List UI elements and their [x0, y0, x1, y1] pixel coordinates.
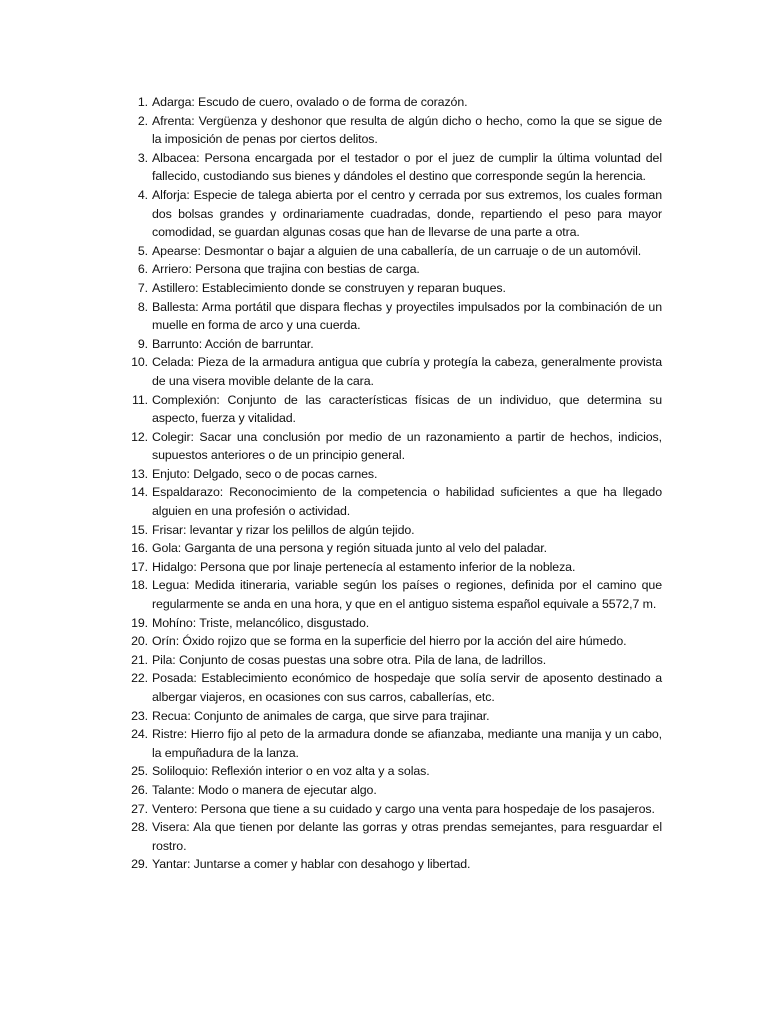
entry-number: 4. — [137, 187, 148, 202]
glossary-entry — [124, 149, 662, 186]
entry-number: 26. — [131, 782, 148, 797]
entry-number: 20. — [131, 634, 148, 649]
glossary-entry — [124, 335, 662, 354]
glossary-entry — [124, 186, 662, 242]
glossary-entry — [124, 614, 662, 633]
entry-text: Frisar: levantar y rizar los pelillos de algún tejido. — [152, 522, 415, 537]
entry-text: Celada: Pieza de la armadura antigua que cubría y protegía la cabeza, generalmente provista de una visera movible delante de la cara. — [152, 355, 662, 388]
entry-text: Pila: Conjunto de cosas puestas una sobre otra. Pila de lana, de ladrillos. — [152, 652, 547, 667]
entry-number: 9. — [137, 336, 148, 351]
entry-text: Recua: Conjunto de animales de carga, que sirve para trajinar. — [152, 708, 490, 723]
entry-number: 11. — [131, 392, 148, 407]
glossary-entry — [124, 576, 662, 613]
entry-number: 3. — [137, 150, 148, 165]
glossary-entry — [124, 112, 662, 149]
entry-number: 25. — [131, 764, 148, 779]
entry-text: Ballesta: Arma portátil que dispara flechas y proyectiles impulsados por la combinación de un muelle en forma de arco y una cuerda. — [152, 299, 662, 333]
entry-text: Gola: Garganta de una persona y región situada junto al velo del paladar. — [152, 541, 547, 556]
entry-number: 15. — [131, 522, 148, 537]
entry-number: 10. — [131, 355, 148, 370]
entry-text: Arriero: Persona que trajina con bestias de carga. — [152, 262, 420, 277]
entry-number: 17. — [131, 559, 148, 574]
glossary-entry — [124, 762, 662, 781]
entry-number: 28. — [131, 820, 148, 835]
entry-number: 6. — [137, 262, 148, 277]
entry-number: 5. — [137, 243, 148, 258]
entry-number: 14. — [131, 485, 148, 500]
entry-number: 24. — [131, 727, 148, 742]
entry-text: Barrunto: Acción de barruntar. — [152, 336, 314, 351]
entry-text: Mohíno: Triste, melancólico, disgustado. — [152, 615, 370, 630]
glossary-entry — [124, 539, 662, 558]
entry-number: 27. — [131, 801, 148, 816]
entry-text: Alforja: Especie de talega abierta por el centro y cerrada por sus extremos, los cuales forman dos bolsas grandes y ordinariamente cuadradas, donde, repartiendo el peso para mayor comodidad, se guardan algunas cosas que han de llevarse de una parte a otra. — [152, 187, 662, 240]
glossary-entry — [124, 279, 662, 298]
entry-number: 12. — [131, 429, 148, 444]
entry-text: Talante: Modo o manera de ejecutar algo. — [152, 782, 377, 797]
entry-number: 18. — [131, 578, 148, 593]
entry-text: Afrenta: Vergüenza y deshonor que resulta de algún dicho o hecho, como la que se sigue de la imposición de penas por ciertos delitos. — [152, 113, 662, 147]
entry-number: 2. — [137, 113, 148, 128]
glossary-entry — [124, 428, 662, 465]
glossary-entry — [124, 558, 662, 577]
entry-text: Posada: Establecimiento económico de hospedaje que solía servir de aposento destinado a albergar viajeros, en ocasiones con sus carros, caballerías, etc. — [152, 671, 662, 704]
entry-text: Adarga: Escudo de cuero, ovalado o de forma de corazón. — [152, 95, 468, 109]
entry-text: Ventero: Persona que tiene a su cuidado y cargo una venta para hospedaje de los pasajeros. — [152, 801, 655, 816]
entry-text: Legua: Medida itineraria, variable según los países o regiones, definida por el camino que regularmente se anda en una hora, y que en el antiguo sistema español equivale a 5572,7 m. — [152, 578, 662, 612]
entry-text: Soliloquio: Reflexión interior o en voz alta y a solas. — [152, 764, 430, 779]
glossary-entry — [124, 521, 662, 540]
entry-text: Albacea: Persona encargada por el testador o por el juez de cumplir la última voluntad del fallecido, custodiando sus bienes y dándoles el destino que corresponde según la herencia. — [152, 150, 662, 184]
entry-number: 1. — [137, 95, 148, 109]
entry-text: Colegir: Sacar una conclusión por medio de un razonamiento a partir de hechos, indicios, supuestos anteriores o de un principio general. — [152, 429, 662, 463]
glossary-entry — [124, 298, 662, 335]
glossary-entry — [124, 707, 662, 726]
entry-number: 16. — [131, 541, 148, 556]
glossary-entry — [124, 669, 662, 706]
glossary-entry — [124, 465, 662, 484]
glossary-entry — [124, 632, 662, 651]
entry-number: 8. — [137, 299, 148, 314]
entry-text: Ristre: Hierro fijo al peto de la armadura donde se afianzaba, mediante una manija y un cabo, la empuñadura de la lanza. — [152, 727, 662, 760]
glossary-entry — [124, 391, 662, 428]
entry-text: Enjuto: Delgado, seco o de pocas carnes. — [152, 466, 378, 481]
glossary-list — [124, 93, 662, 874]
glossary-entry — [124, 260, 662, 279]
glossary-entry — [124, 818, 662, 855]
entry-number: 23. — [131, 708, 148, 723]
entry-number: 13. — [131, 466, 148, 481]
glossary-entry — [124, 93, 662, 112]
glossary-entry — [124, 483, 662, 520]
glossary-entry — [124, 855, 662, 874]
entry-text: Espaldarazo: Reconocimiento de la competencia o habilidad suficientes a que ha llegado alguien en una profesión o actividad. — [152, 485, 662, 519]
entry-number: 19. — [131, 615, 148, 630]
glossary-entry — [124, 725, 662, 762]
entry-number: 22. — [131, 671, 148, 686]
glossary-entry — [124, 800, 662, 819]
entry-text: Hidalgo: Persona que por linaje pertenecía al estamento inferior de la nobleza. — [152, 559, 576, 574]
entry-number: 7. — [137, 280, 148, 295]
entry-number: 29. — [131, 857, 148, 872]
entry-text: Orín: Óxido rojizo que se forma en la superficie del hierro por la acción del aire húmedo. — [152, 634, 627, 649]
entry-text: Yantar: Juntarse a comer y hablar con desahogo y libertad. — [152, 857, 471, 872]
entry-text: Complexión: Conjunto de las características físicas de un individuo, que determina su aspecto, fuerza y vitalidad. — [152, 392, 662, 426]
glossary-entry — [124, 651, 662, 670]
entry-text: Apearse: Desmontar o bajar a alguien de una caballería, de un carruaje o de un automóvil. — [152, 243, 642, 258]
entry-number: 21. — [131, 652, 148, 667]
entry-text: Visera: Ala que tienen por delante las gorras y otras prendas semejantes, para resguardar el rostro. — [152, 820, 662, 853]
entry-text: Astillero: Establecimiento donde se construyen y reparan buques. — [152, 280, 506, 295]
glossary-entry — [124, 242, 662, 261]
glossary-entry — [124, 353, 662, 390]
glossary-entry — [124, 781, 662, 800]
